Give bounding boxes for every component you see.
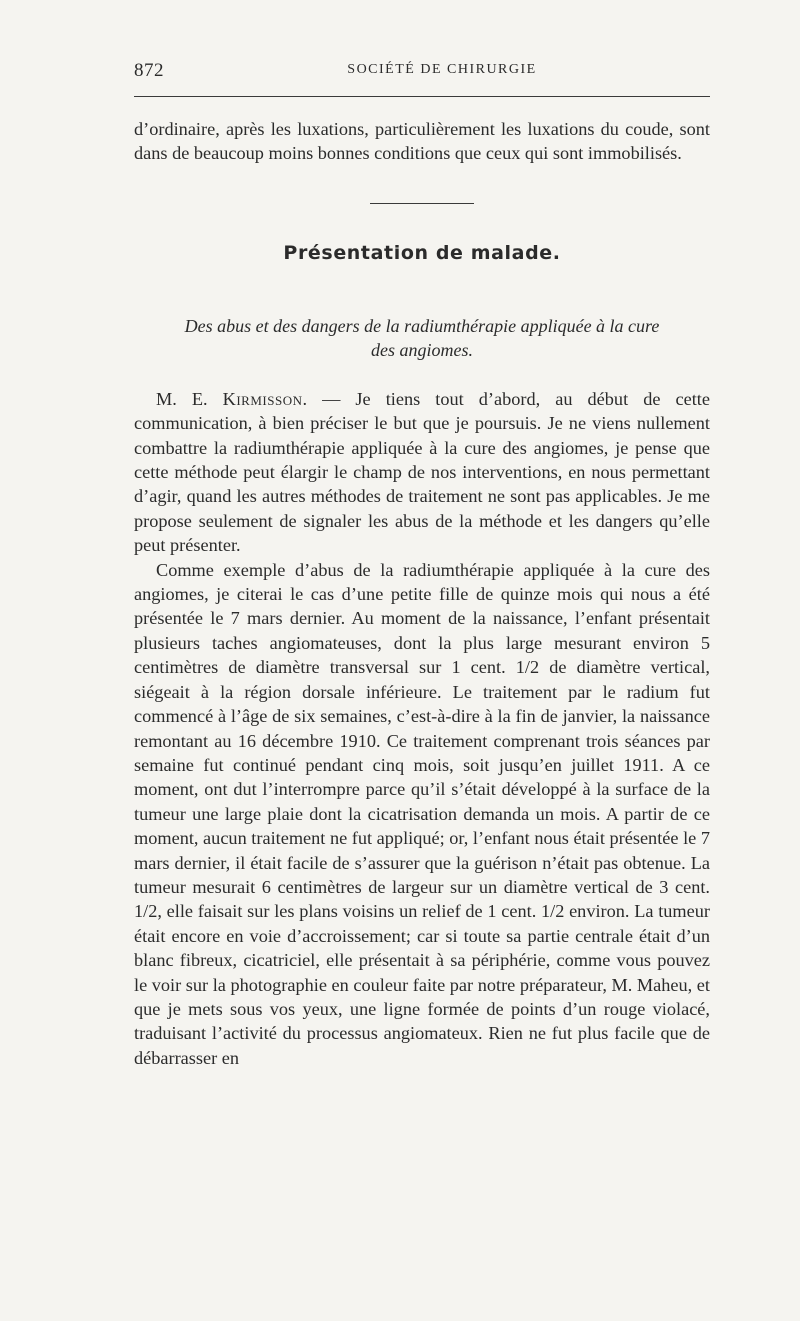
page-number: 872: [134, 60, 164, 81]
article-title: [134, 314, 710, 362]
book-page: [134, 50, 710, 1070]
paragraph-1-text: . — Je tiens tout d’abord, au début de cette communication, à bien préciser le but que je poursuis. Je ne viens nullement combattre la radiumthérapie appliquée à la cure des angiomes, je pense que cette méthode peut élargir le champ de nos interventions, en nous permettant d’agir, quand les autres méthodes de traitement ne sont pas applicables. Je me propose seulement de signaler les abus de la méthode et les dangers qu’elle peut présenter.: [134, 388, 710, 556]
paragraph-2: Comme exemple d’abus de la radiumthérapie appliquée à la cure des angiomes, je citerai le cas d’une petite fille de quinze mois qui nous a été présentée le 7 mars dernier. Au moment de la naissance, l’enfant présentait plusieurs taches angiomateuses, dont la plus large mesurant environ 5 centimètres de diamètre transversal sur 1 cent. 1/2 de diamètre vertical, siégeait à la région dorsale inférieure. Le traitement par le radium fut commencé à l’âge de six semaines, c’est-à-dire à la fin de janvier, la naissance remontant au 16 décembre 1910. Ce traitement comprenant trois séances par semaine fut continué pendant cinq mois, soit jusqu’en juillet 1911. A ce moment, ont dut l’interrompre parce qu’il s’était développé à la surface de la tumeur une large plaie dont la cicatrisation demanda un mois. A partir de ce moment, aucun traitement ne fut appliqué; or, l’enfant nous était présentée le 7 mars dernier, il était facile de s’assurer que la guérison n’était pas obtenue. La tumeur mesurait 6 centimètres de largeur sur un diamètre vertical de 3 cent. 1/2, elle faisait sur les plans voisins un relief de 1 cent. 1/2 environ. La tumeur était encore en voie d’accroissement; car si toute sa partie centrale était d’un blanc fibreux, cicatriciel, elle présentait à sa périphérie, comme vous pouvez le voir sur la photographie en couleur faite par notre préparateur, M. Maheu, et que je mets sous vos yeux, une ligne formée de points d’un rouge violacé, traduisant l’activité du processus angiomateux. Rien ne fut plus facile que de débarrasser en: [134, 559, 710, 1068]
article-title-line-1: Des abus et des dangers de la radiumthérapie appliquée à la cure: [184, 315, 660, 336]
header-rule: [134, 96, 710, 97]
speaker-name: Kirmisson: [222, 388, 303, 409]
running-head: SOCIÉTÉ DE CHIRURGIE: [347, 62, 537, 77]
article-title-line-2: des angiomes.: [371, 339, 473, 360]
paragraph-1: [134, 387, 710, 558]
page-header: [134, 50, 710, 90]
speaker-prefix: M. E.: [156, 388, 223, 409]
continuation-paragraph: d’ordinaire, après les luxations, particulièrement les luxations du coude, sont dans de beaucoup moins bonnes conditions que ceux qui sont immobilisés.: [134, 119, 710, 164]
article-body: [134, 387, 710, 1070]
section-divider: [370, 203, 474, 204]
section-title: Présentation de malade.: [283, 241, 561, 264]
